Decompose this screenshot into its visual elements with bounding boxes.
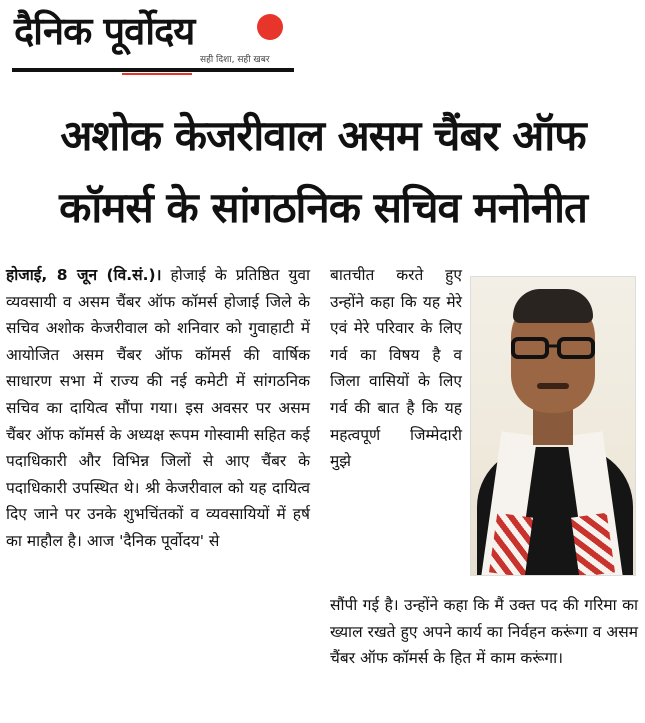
photo-hair xyxy=(513,289,593,323)
article-text-part-1: होजाई के प्रतिष्ठित युवा व्यवसायी व असम चैंबर ऑफ कॉमर्स होजाई जिले के सचिव अशोक केजरीवाल को शनिवार को गुवाहाटी में आयोजित असम चैंबर ऑफ कॉमर्स की वार्षिक साधारण सभा में राज्य की नई कमेटी में सांगठनिक सचिव का दायित्व सौंपा गया। इस अवसर पर असम चैंबर ऑफ कॉमर्स के अध्यक्ष रूपम गोस्वामी सहित कई पदाधिकारी और विभिन्न जिलों से आए चैंबर के पदाधिकारी उपस्थित थे। श्री केजरीवाल को यह दायित्व दिए जाने पर उनके शुभचिंतकों व व्यवसायियों में हर्ष का माहौल है। आज 'दैनिक पूर्वोदय' से xyxy=(6,266,310,550)
article-column-1 xyxy=(6,262,310,555)
portrait-photo xyxy=(470,276,636,576)
masthead-rule xyxy=(12,68,294,72)
article-text-part-3: सौंपी गई है। उन्होंने कहा कि मैं उक्त पद की गरिमा का ख्याल रखते हुए अपने कार्य का निर्वहन करूंगा व असम चैंबर ऑफ कॉमर्स के हित में काम करूंगा। xyxy=(330,596,638,668)
headline-line-2: कॉमर्स के सांगठनिक सचिव मनोनीत xyxy=(59,183,587,232)
article-column-3 xyxy=(330,592,638,672)
masthead-accent-rule xyxy=(122,73,192,75)
newspaper-tagline: सही दिशा, सही खबर xyxy=(200,55,270,65)
headline-line-1: अशोक केजरीवाल असम चैंबर ऑफ xyxy=(60,111,586,160)
masthead xyxy=(10,4,310,76)
article-text-part-2: बातचीत करते हुए उन्होंने कहा कि यह मेरे एवं मेरे परिवार के लिए गर्व का विषय है व जिला वासियों के लिए गर्व की बात है कि यह महत्वपूर्ण जिम्मेदारी मुझे xyxy=(330,266,462,471)
dateline: होजाई, 8 जून (वि.सं.)। xyxy=(6,266,162,284)
photo-mustache xyxy=(537,383,569,389)
article-column-2 xyxy=(330,262,462,475)
logo-red-dot-icon xyxy=(257,14,283,40)
glasses-icon xyxy=(509,337,597,359)
headline xyxy=(12,100,634,244)
newspaper-name: दैनिक पूर्वोदय xyxy=(14,9,195,53)
